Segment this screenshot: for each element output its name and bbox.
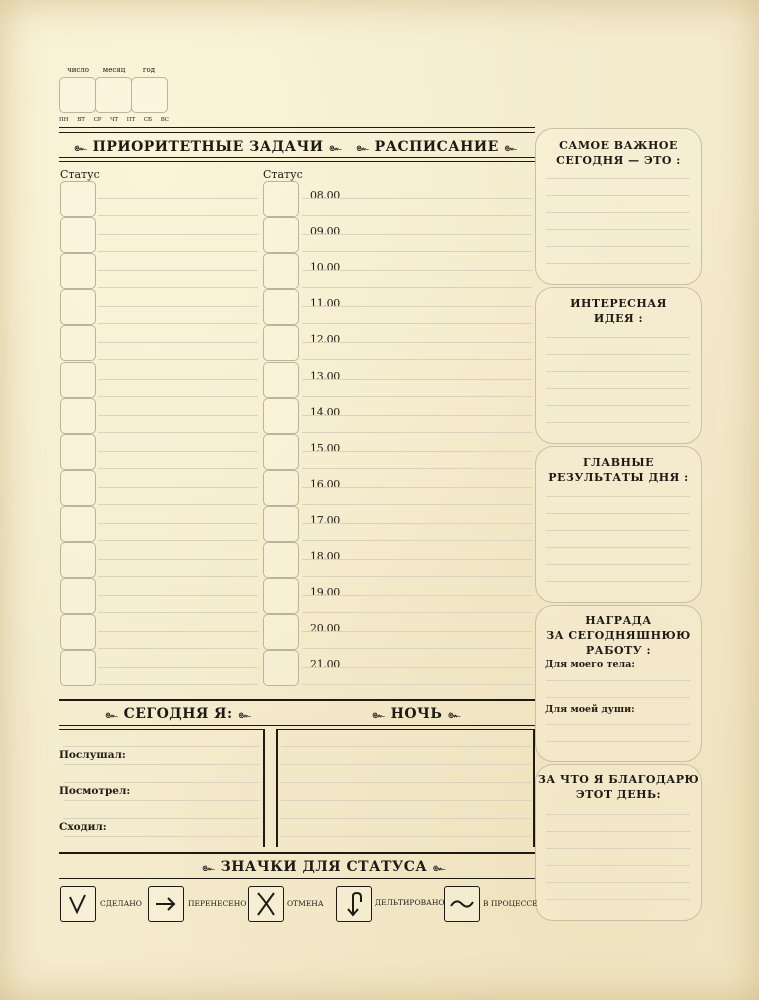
today-box-top	[59, 729, 264, 730]
today-rule-top	[59, 699, 535, 701]
main-results-panel[interactable]	[535, 446, 702, 603]
schedule-status-checkbox[interactable]	[263, 434, 299, 470]
task-line[interactable]	[98, 234, 258, 235]
schedule-line[interactable]	[302, 379, 532, 380]
priority-status-checkbox[interactable]	[60, 289, 96, 325]
writing-line[interactable]	[281, 764, 531, 765]
priority-tasks-title: ПРИОРИТЕТНЫЕ ЗАДАЧИ	[92, 139, 324, 155]
schedule-time: 15.00	[310, 442, 340, 455]
schedule-time: 20.00	[310, 622, 340, 635]
priority-status-checkbox[interactable]	[60, 434, 96, 470]
schedule-status-checkbox[interactable]	[263, 578, 299, 614]
moved-label: ПЕРЕНЕСЕНО	[188, 899, 247, 908]
panel-writing-line[interactable]	[546, 388, 690, 389]
panel-writing-line[interactable]	[546, 354, 690, 355]
weekday-tue[interactable]: ВТ	[77, 117, 85, 123]
schedule-status-label: Статус	[263, 168, 303, 181]
priority-status-checkbox[interactable]	[60, 650, 96, 686]
schedule-status-checkbox[interactable]	[263, 181, 299, 217]
schedule-time: 10.00	[310, 261, 340, 274]
swirl-icon: ๛	[105, 708, 119, 721]
task-line[interactable]	[98, 287, 258, 288]
delegated-label: ДЕЛЬТИРОВАНО	[375, 898, 445, 907]
schedule-time: 16.00	[310, 478, 340, 491]
most-important-panel[interactable]	[535, 128, 702, 285]
task-line[interactable]	[98, 468, 258, 469]
schedule-line[interactable]	[302, 342, 532, 343]
panel-writing-line[interactable]	[546, 899, 690, 900]
panel-writing-line[interactable]	[546, 422, 690, 423]
panel-writing-line[interactable]	[546, 246, 690, 247]
swirl-icon: ๛	[328, 141, 343, 154]
priority-status-checkbox[interactable]	[60, 398, 96, 434]
writing-line[interactable]	[281, 746, 531, 747]
schedule-status-checkbox[interactable]	[263, 614, 299, 650]
schedule-line[interactable]	[302, 631, 532, 632]
task-line[interactable]	[98, 612, 258, 613]
done-icon	[60, 886, 96, 922]
swirl-icon: ๛	[74, 141, 88, 154]
schedule-status-checkbox[interactable]	[263, 542, 299, 578]
task-line[interactable]	[98, 306, 258, 307]
schedule-line[interactable]	[302, 432, 532, 433]
gratitude-panel[interactable]	[535, 764, 702, 921]
tilde-icon	[444, 886, 480, 922]
schedule-line[interactable]	[302, 215, 532, 216]
priority-status-checkbox[interactable]	[60, 325, 96, 361]
panel-writing-line[interactable]	[546, 814, 690, 815]
schedule-line[interactable]	[302, 487, 532, 488]
schedule-heading	[356, 138, 517, 156]
swirl-icon: ๛	[238, 708, 252, 721]
status-icons-heading	[202, 858, 446, 876]
schedule-line[interactable]	[302, 287, 532, 288]
priority-status-checkbox[interactable]	[60, 542, 96, 578]
schedule-status-checkbox[interactable]	[263, 650, 299, 686]
schedule-line[interactable]	[302, 270, 532, 271]
panel-writing-line[interactable]	[546, 530, 690, 531]
schedule-status-checkbox[interactable]	[263, 217, 299, 253]
priority-status-label: Статус	[60, 168, 100, 181]
task-line[interactable]	[98, 198, 258, 199]
schedule-line[interactable]	[302, 667, 532, 668]
panel-writing-line[interactable]	[546, 513, 690, 514]
writing-line[interactable]	[281, 800, 531, 801]
in-progress-label: В ПРОЦЕССЕ	[483, 899, 538, 908]
writing-line[interactable]	[63, 746, 259, 747]
today-rule-bottom	[59, 725, 535, 726]
listened-label: Послушал:	[59, 749, 126, 761]
task-line[interactable]	[98, 559, 258, 560]
icons-rule-top	[59, 852, 535, 854]
schedule-status-checkbox[interactable]	[263, 289, 299, 325]
panel-writing-line[interactable]	[546, 865, 690, 866]
panel-writing-line[interactable]	[546, 882, 690, 883]
weekday-fri[interactable]: ПТ	[126, 117, 136, 123]
swirl-icon: ๛	[372, 708, 386, 721]
today-divider-right	[263, 729, 265, 847]
night-heading	[372, 705, 461, 723]
panel-writing-line[interactable]	[546, 741, 690, 742]
schedule-status-checkbox[interactable]	[263, 506, 299, 542]
schedule-line[interactable]	[302, 359, 532, 360]
writing-line[interactable]	[63, 800, 259, 801]
schedule-status-checkbox[interactable]	[263, 325, 299, 361]
done-label: СДЕЛАНО	[100, 899, 142, 908]
today-heading	[105, 705, 251, 723]
return-arrow-icon	[336, 886, 372, 922]
schedule-status-checkbox[interactable]	[263, 398, 299, 434]
writing-line[interactable]	[63, 836, 259, 837]
reward-title: НАГРАДА ЗА СЕГОДНЯШНЮЮ РАБОТУ :	[546, 614, 691, 657]
schedule-line[interactable]	[302, 468, 532, 469]
task-line[interactable]	[98, 523, 258, 524]
panel-writing-line[interactable]	[546, 371, 690, 372]
went-label: Сходил:	[59, 821, 107, 833]
panel-writing-line[interactable]	[546, 178, 690, 179]
task-line[interactable]	[98, 595, 258, 596]
schedule-status-checkbox[interactable]	[263, 362, 299, 398]
schedule-line[interactable]	[302, 198, 532, 199]
swirl-icon: ๛	[504, 141, 518, 154]
task-line[interactable]	[98, 648, 258, 649]
schedule-time: 13.00	[310, 370, 340, 383]
schedule-line[interactable]	[302, 576, 532, 577]
header-rule-bottom	[59, 157, 535, 158]
priority-status-checkbox[interactable]	[60, 362, 96, 398]
task-line[interactable]	[98, 415, 258, 416]
panel-writing-line[interactable]	[546, 195, 690, 196]
task-line[interactable]	[98, 396, 258, 397]
cancelled-label: ОТМЕНА	[287, 899, 324, 908]
night-divider-right	[533, 729, 535, 847]
task-line[interactable]	[98, 270, 258, 271]
weekday-mon[interactable]: ПН	[59, 117, 69, 123]
reward-panel[interactable]	[535, 605, 702, 762]
schedule-line[interactable]	[302, 559, 532, 560]
reward-soul-label: Для моей души:	[545, 704, 635, 715]
date-day-label: число	[67, 66, 89, 74]
cross-icon	[248, 886, 284, 922]
schedule-status-checkbox[interactable]	[263, 253, 299, 289]
panel-writing-line[interactable]	[546, 564, 690, 565]
date-year-label: год	[142, 66, 156, 74]
schedule-line[interactable]	[302, 595, 532, 596]
task-line[interactable]	[98, 215, 258, 216]
weekday-wed[interactable]: СР	[93, 117, 102, 123]
schedule-time: 14.00	[310, 406, 340, 419]
weekday-sat[interactable]: СБ	[143, 117, 153, 123]
priority-status-checkbox[interactable]	[60, 217, 96, 253]
panel-writing-line[interactable]	[546, 405, 690, 406]
priority-status-checkbox[interactable]	[60, 506, 96, 542]
schedule-line[interactable]	[302, 451, 532, 452]
writing-line[interactable]	[281, 818, 531, 819]
task-line[interactable]	[98, 576, 258, 577]
task-line[interactable]	[98, 540, 258, 541]
panel-writing-line[interactable]	[546, 724, 690, 725]
priority-status-checkbox[interactable]	[60, 470, 96, 506]
swirl-icon: ๛	[356, 141, 370, 154]
panel-writing-line[interactable]	[546, 581, 690, 582]
panel-writing-line[interactable]	[546, 263, 690, 264]
schedule-time: 11.00	[310, 297, 340, 310]
watched-label: Посмотрел:	[59, 785, 131, 797]
task-line[interactable]	[98, 631, 258, 632]
priority-status-checkbox[interactable]	[60, 614, 96, 650]
night-box-top	[276, 729, 535, 730]
schedule-time: 17.00	[310, 514, 340, 527]
reward-body-label: Для моего тела:	[545, 659, 635, 670]
task-line[interactable]	[98, 451, 258, 452]
schedule-time: 12.00	[310, 333, 340, 346]
priority-tasks-heading	[74, 138, 342, 156]
schedule-line[interactable]	[302, 540, 532, 541]
schedule-line[interactable]	[302, 684, 532, 685]
writing-line[interactable]	[63, 818, 259, 819]
panel-writing-line[interactable]	[546, 337, 690, 338]
night-divider-left	[276, 729, 278, 847]
today-title: СЕГОДНЯ Я:	[123, 706, 233, 722]
most-important-title: САМОЕ ВАЖНОЕ СЕГОДНЯ — ЭТО :	[556, 139, 681, 167]
schedule-time: 18.00	[310, 550, 340, 563]
header-rule-bottom2	[59, 161, 535, 162]
task-line[interactable]	[98, 379, 258, 380]
schedule-line[interactable]	[302, 612, 532, 613]
schedule-line[interactable]	[302, 323, 532, 324]
schedule-status-checkbox[interactable]	[263, 470, 299, 506]
task-line[interactable]	[98, 487, 258, 488]
schedule-line[interactable]	[302, 396, 532, 397]
writing-line[interactable]	[281, 836, 531, 837]
panel-writing-line[interactable]	[546, 229, 690, 230]
schedule-time: 09.00	[310, 225, 340, 238]
schedule-line[interactable]	[302, 251, 532, 252]
writing-line[interactable]	[63, 764, 259, 765]
interesting-idea-panel[interactable]	[535, 287, 702, 444]
panel-writing-line[interactable]	[546, 496, 690, 497]
task-line[interactable]	[98, 504, 258, 505]
date-year-box[interactable]	[131, 77, 168, 113]
swirl-icon: ๛	[447, 708, 461, 721]
task-line[interactable]	[98, 342, 258, 343]
schedule-line[interactable]	[302, 415, 532, 416]
date-month-box[interactable]	[95, 77, 132, 113]
panel-writing-line[interactable]	[546, 697, 690, 698]
schedule-line[interactable]	[302, 234, 532, 235]
schedule-time: 08.00	[310, 189, 340, 202]
writing-line[interactable]	[281, 782, 531, 783]
schedule-title: РАСПИСАНИЕ	[374, 139, 499, 155]
date-month-label: месяц	[102, 66, 126, 74]
task-line[interactable]	[98, 684, 258, 685]
schedule-line[interactable]	[302, 306, 532, 307]
schedule-line[interactable]	[302, 504, 532, 505]
priority-status-checkbox[interactable]	[60, 578, 96, 614]
date-day-box[interactable]	[59, 77, 96, 113]
schedule-line[interactable]	[302, 648, 532, 649]
night-title: НОЧЬ	[390, 706, 443, 722]
swirl-icon: ๛	[432, 861, 446, 874]
priority-status-checkbox[interactable]	[60, 181, 96, 217]
weekday-thu[interactable]: ЧТ	[110, 117, 119, 123]
priority-status-checkbox[interactable]	[60, 253, 96, 289]
task-line[interactable]	[98, 667, 258, 668]
panel-writing-line[interactable]	[546, 831, 690, 832]
schedule-time: 19.00	[310, 586, 340, 599]
weekday-sun[interactable]: ВС	[160, 117, 169, 123]
status-icons-title: ЗНАЧКИ ДЛЯ СТАТУСА	[220, 859, 428, 875]
arrow-right-icon	[148, 886, 184, 922]
main-results-title: ГЛАВНЫЕ РЕЗУЛЬТАТЫ ДНЯ :	[548, 456, 689, 484]
icons-rule-bottom	[59, 878, 535, 879]
task-line[interactable]	[98, 432, 258, 433]
writing-line[interactable]	[63, 782, 259, 783]
schedule-line[interactable]	[302, 523, 532, 524]
interesting-idea-title: ИНТЕРЕСНАЯ ИДЕЯ :	[570, 297, 667, 325]
panel-writing-line[interactable]	[546, 547, 690, 548]
schedule-time: 21.00	[310, 658, 340, 671]
header-rule-top2	[59, 132, 535, 133]
gratitude-title: ЗА ЧТО Я БЛАГОДАРЮ ЭТОТ ДЕНЬ:	[537, 773, 700, 801]
swirl-icon: ๛	[202, 861, 216, 874]
panel-writing-line[interactable]	[546, 680, 690, 681]
panel-writing-line[interactable]	[546, 848, 690, 849]
panel-writing-line[interactable]	[546, 212, 690, 213]
header-rule-top	[59, 127, 535, 128]
task-line[interactable]	[98, 251, 258, 252]
task-line[interactable]	[98, 323, 258, 324]
task-line[interactable]	[98, 359, 258, 360]
weekday-row	[59, 117, 169, 123]
